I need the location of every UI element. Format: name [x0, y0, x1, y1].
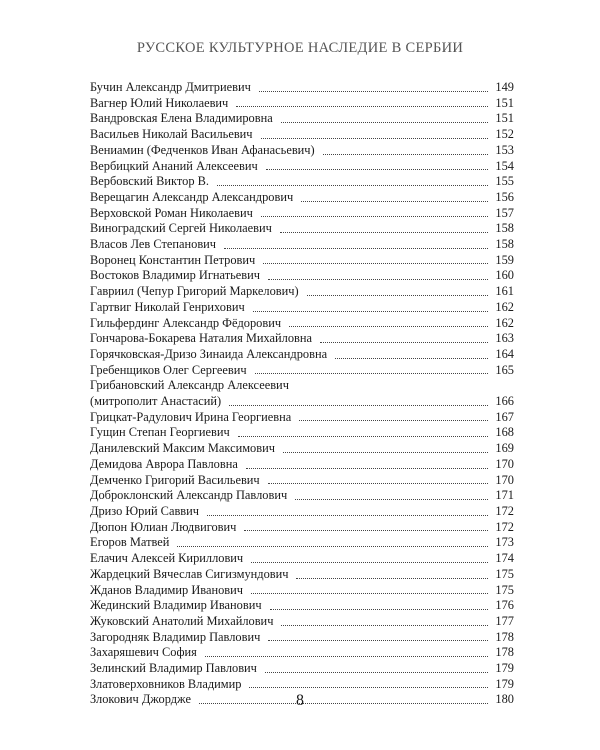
- dot-leader: [246, 468, 488, 469]
- toc-entry: [90, 268, 514, 284]
- toc-entry-page: 151: [495, 111, 514, 126]
- toc-entry-name: Гончарова-Бокарева Наталия Михайловна: [90, 331, 313, 346]
- dot-leader: [283, 452, 488, 453]
- toc-entry: [90, 473, 514, 489]
- toc-entry-page: 177: [495, 613, 514, 628]
- toc-entry: [90, 347, 514, 363]
- toc-entry-page: 163: [495, 331, 514, 346]
- dot-leader: [229, 405, 488, 406]
- toc-entry: [90, 583, 514, 599]
- toc-entry: [90, 630, 514, 646]
- toc-entry: [90, 221, 514, 237]
- toc-entry: [90, 363, 514, 379]
- toc-entry: [90, 394, 514, 410]
- toc-entry: [90, 284, 514, 300]
- toc-entry: [90, 300, 514, 316]
- toc-entry: [90, 190, 514, 206]
- dot-leader: [263, 263, 488, 264]
- toc-entry-name: Горячковская-Дризо Зинаида Александровна: [90, 346, 328, 361]
- toc-entry: [90, 567, 514, 583]
- toc-entry: [90, 378, 514, 394]
- dot-leader: [281, 122, 488, 123]
- dot-leader: [323, 154, 488, 155]
- dot-leader: [251, 562, 488, 563]
- dot-leader: [261, 138, 488, 139]
- table-of-contents: [90, 80, 514, 708]
- dot-leader: [259, 91, 488, 92]
- toc-entry: [90, 457, 514, 473]
- toc-entry: [90, 316, 514, 332]
- toc-entry-name: Власов Лев Степанович: [90, 237, 217, 252]
- toc-entry: [90, 598, 514, 614]
- toc-entry-name: Гущин Степан Георгиевич: [90, 425, 230, 440]
- dot-leader: [280, 232, 488, 233]
- toc-entry-name: Вагнер Юлий Николаевич: [90, 95, 229, 110]
- toc-entry-name: Гильфердинг Александр Фёдорович: [90, 315, 282, 330]
- toc-entry-name: Златоверховников Владимир: [90, 676, 242, 691]
- toc-entry-name: Злокович Джордже: [90, 692, 191, 707]
- toc-entry-page: 180: [495, 692, 514, 707]
- toc-entry-name: Верещагин Александр Александрович: [90, 189, 294, 204]
- toc-entry-name: Гребенщиков Олег Сергеевич: [90, 362, 247, 377]
- dot-leader: [301, 201, 488, 202]
- toc-entry: [90, 143, 514, 159]
- toc-entry-name: Гартвиг Николай Генрихович: [90, 299, 245, 314]
- toc-entry-name: Воронец Константин Петрович: [90, 252, 256, 267]
- toc-entry: [90, 504, 514, 520]
- toc-entry-name: Виноградский Сергей Николаевич: [90, 221, 272, 236]
- toc-entry-name: Грицкат-Радулович Ирина Георгиевна: [90, 409, 292, 424]
- toc-entry-name: Демченко Григорий Васильевич: [90, 472, 260, 487]
- toc-entry-page: 176: [495, 598, 514, 613]
- toc-entry-page: 172: [495, 519, 514, 534]
- page-number: 8: [296, 692, 304, 709]
- dot-leader: [177, 546, 488, 547]
- dot-leader: [205, 656, 488, 657]
- toc-entry: [90, 96, 514, 112]
- dot-leader: [268, 279, 488, 280]
- dot-leader: [270, 609, 488, 610]
- dot-leader: [249, 687, 488, 688]
- dot-leader: [296, 578, 488, 579]
- toc-entry: [90, 677, 514, 693]
- toc-entry: [90, 645, 514, 661]
- toc-entry-name: Данилевский Максим Максимович: [90, 441, 275, 456]
- toc-entry-name: Жданов Владимир Иванович: [90, 582, 244, 597]
- toc-entry-page: 170: [495, 472, 514, 487]
- toc-entry: [90, 127, 514, 143]
- toc-entry-page: 152: [495, 127, 514, 142]
- toc-entry-name: (митрополит Анастасий): [90, 394, 222, 409]
- toc-entry: [90, 111, 514, 127]
- toc-entry-page: 179: [495, 676, 514, 691]
- toc-entry-name: Елачич Алексей Кириллович: [90, 551, 244, 566]
- toc-entry-page: 151: [495, 95, 514, 110]
- toc-entry-page: 156: [495, 189, 514, 204]
- toc-entry-page: 175: [495, 582, 514, 597]
- toc-entry-page: 158: [495, 237, 514, 252]
- toc-entry-page: 162: [495, 315, 514, 330]
- toc-entry-name: Дюпон Юлиан Людвигович: [90, 519, 237, 534]
- toc-entry-page: 179: [495, 661, 514, 676]
- toc-entry-name: Гавриил (Чепур Григорий Маркелович): [90, 284, 299, 299]
- dot-leader: [253, 311, 488, 312]
- toc-entry-page: 160: [495, 268, 514, 283]
- dot-leader: [335, 358, 488, 359]
- toc-entry-name: Вербовский Виктор В.: [90, 174, 209, 189]
- toc-entry: [90, 614, 514, 630]
- toc-entry-page: 164: [495, 346, 514, 361]
- toc-entry-page: 168: [495, 425, 514, 440]
- dot-leader: [207, 515, 488, 516]
- toc-entry-name: Жардецкий Вячеслав Сигизмундович: [90, 566, 289, 581]
- toc-entry-page: 165: [495, 362, 514, 377]
- toc-entry-name: Загородняк Владимир Павлович: [90, 629, 261, 644]
- toc-entry-page: 167: [495, 409, 514, 424]
- toc-entry-name: Бучин Александр Дмитриевич: [90, 80, 251, 94]
- toc-entry: [90, 661, 514, 677]
- toc-entry-name: Захаряшевич София: [90, 645, 197, 660]
- toc-entry: [90, 331, 514, 347]
- toc-entry-name: Вандровская Елена Владимировна: [90, 111, 273, 126]
- dot-leader: [265, 672, 488, 673]
- toc-entry-page: 178: [495, 629, 514, 644]
- toc-entry: [90, 488, 514, 504]
- toc-entry: [90, 535, 514, 551]
- toc-entry-name: Востоков Владимир Игнатьевич: [90, 268, 261, 283]
- dot-leader: [295, 499, 488, 500]
- dot-leader: [217, 185, 488, 186]
- toc-entry-page: 153: [495, 142, 514, 157]
- dot-leader: [299, 420, 488, 421]
- dot-leader: [289, 326, 488, 327]
- dot-leader: [281, 625, 488, 626]
- toc-entry-page: 178: [495, 645, 514, 660]
- toc-entry: [90, 551, 514, 567]
- toc-entry-name: Верховской Роман Николаевич: [90, 205, 253, 220]
- toc-entry-name: Вениамин (Федченков Иван Афанасьевич): [90, 142, 315, 157]
- toc-entry-name: Доброклонский Александр Павлович: [90, 488, 288, 503]
- dot-leader: [268, 483, 488, 484]
- dot-leader: [255, 373, 488, 374]
- toc-entry-page: 162: [495, 299, 514, 314]
- dot-leader: [261, 216, 488, 217]
- dot-leader: [268, 640, 488, 641]
- toc-entry-page: 172: [495, 503, 514, 518]
- toc-entry-page: 175: [495, 566, 514, 581]
- toc-entry-page: 154: [495, 158, 514, 173]
- toc-entry: [90, 520, 514, 536]
- toc-entry-page: 158: [495, 221, 514, 236]
- dot-leader: [251, 593, 488, 594]
- toc-entry-name: Дризо Юрий Саввич: [90, 503, 200, 518]
- toc-entry-name: Вербицкий Ананий Алексеевич: [90, 158, 258, 173]
- toc-entry-name: Грибановский Александр Алексеевич: [90, 378, 289, 393]
- toc-entry-name: Егоров Матвей: [90, 535, 170, 550]
- running-header: РУССКОЕ КУЛЬТУРНОЕ НАСЛЕДИЕ В СЕРБИИ: [136, 40, 464, 56]
- dot-leader: [266, 169, 488, 170]
- toc-entry-name: Демидова Аврора Павловна: [90, 456, 238, 471]
- dot-leader: [244, 530, 488, 531]
- toc-entry-page: 161: [495, 284, 514, 299]
- toc-entry-page: 157: [495, 205, 514, 220]
- toc-entry: [90, 425, 514, 441]
- toc-entry-page: 149: [495, 80, 514, 94]
- toc-entry-page: 159: [495, 252, 514, 267]
- dot-leader: [238, 436, 488, 437]
- toc-entry: [90, 159, 514, 175]
- toc-entry-page: 170: [495, 456, 514, 471]
- dot-leader: [236, 106, 488, 107]
- toc-entry-name: Зелинский Владимир Павлович: [90, 661, 257, 676]
- dot-leader: [307, 295, 488, 296]
- toc-entry-name: Васильев Николай Васильевич: [90, 127, 253, 142]
- toc-entry-page: 155: [495, 174, 514, 189]
- dot-leader: [320, 342, 488, 343]
- dot-leader: [224, 248, 488, 249]
- toc-entry: [90, 206, 514, 222]
- toc-entry: [90, 80, 514, 96]
- toc-entry-page: 174: [495, 551, 514, 566]
- toc-entry-page: 166: [495, 394, 514, 409]
- toc-entry-page: 171: [495, 488, 514, 503]
- toc-entry-name: Жединский Владимир Иванович: [90, 598, 262, 613]
- toc-entry-page: 169: [495, 441, 514, 456]
- toc-entry-name: Жуковский Анатолий Михайлович: [90, 613, 274, 628]
- toc-entry: [90, 174, 514, 190]
- toc-entry-page: 173: [495, 535, 514, 550]
- toc-entry: [90, 410, 514, 426]
- toc-entry: [90, 237, 514, 253]
- toc-entry: [90, 253, 514, 269]
- toc-entry: [90, 441, 514, 457]
